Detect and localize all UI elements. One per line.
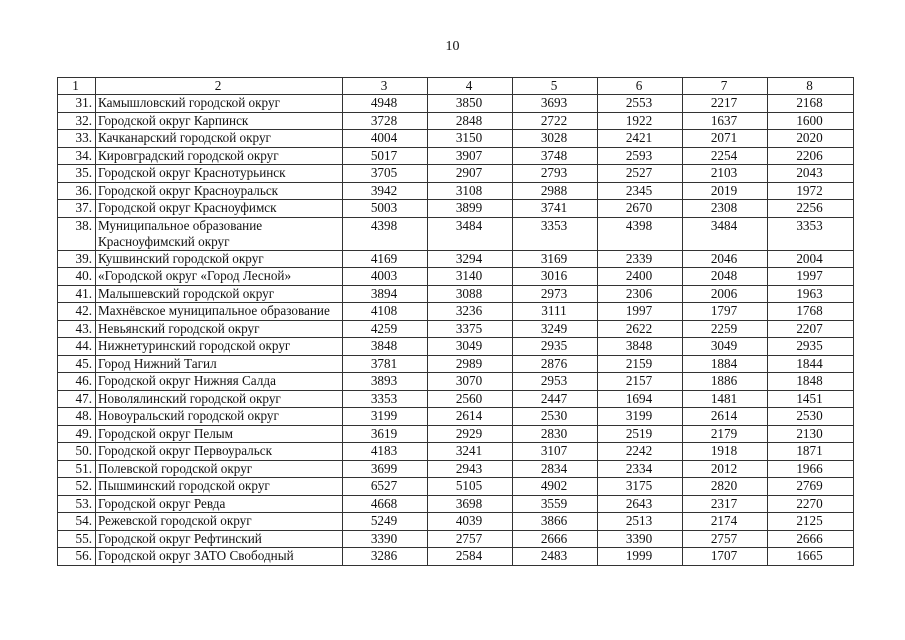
value-cell: 3049 [428,338,513,356]
value-cell: 3894 [343,285,428,303]
municipality-name: Махнёвское муниципальное образование [96,303,343,321]
municipality-name: Режевской городской округ [96,513,343,531]
value-cell: 2447 [513,390,598,408]
value-cell: 2125 [768,513,854,531]
value-cell: 3390 [598,530,683,548]
value-cell: 3693 [513,95,598,113]
table-row [58,200,854,218]
municipality-name: Городской округ Первоуральск [96,443,343,461]
value-cell: 2953 [513,373,598,391]
value-cell: 3741 [513,200,598,218]
value-cell: 2519 [598,425,683,443]
table-row [58,495,854,513]
row-number: 54. [58,513,96,531]
value-cell: 1694 [598,390,683,408]
value-cell: 3893 [343,373,428,391]
municipality-name: Городской округ Нижняя Салда [96,373,343,391]
value-cell: 3390 [343,530,428,548]
value-cell: 2929 [428,425,513,443]
value-cell: 2130 [768,425,854,443]
value-cell: 4004 [343,130,428,148]
column-header: 2 [96,78,343,95]
value-cell: 1768 [768,303,854,321]
value-cell: 2207 [768,320,854,338]
value-cell: 2217 [683,95,768,113]
value-cell: 2020 [768,130,854,148]
value-cell: 1844 [768,355,854,373]
value-cell: 4169 [343,250,428,268]
value-cell: 2593 [598,147,683,165]
value-cell: 2935 [768,338,854,356]
value-cell: 3199 [343,408,428,426]
row-number: 36. [58,182,96,200]
table-row [58,338,854,356]
value-cell: 2989 [428,355,513,373]
value-cell: 2259 [683,320,768,338]
value-cell: 3241 [428,443,513,461]
value-cell: 1797 [683,303,768,321]
row-number: 35. [58,165,96,183]
value-cell: 1665 [768,548,854,566]
column-header: 8 [768,78,854,95]
table-row [58,460,854,478]
value-cell: 2769 [768,478,854,496]
table-row [58,443,854,461]
row-number: 46. [58,373,96,391]
row-number: 37. [58,200,96,218]
value-cell: 3107 [513,443,598,461]
value-cell: 4259 [343,320,428,338]
value-cell: 1848 [768,373,854,391]
row-number: 55. [58,530,96,548]
value-cell: 2527 [598,165,683,183]
value-cell: 2560 [428,390,513,408]
municipality-name: Городской округ Краснотурьинск [96,165,343,183]
municipality-name: Городской округ ЗАТО Свободный [96,548,343,566]
value-cell: 2103 [683,165,768,183]
value-cell: 1963 [768,285,854,303]
municipality-name: Городской округ Красноуфимск [96,200,343,218]
column-header: 6 [598,78,683,95]
value-cell: 2179 [683,425,768,443]
table-row [58,147,854,165]
table-row [58,268,854,286]
municipality-name: Полевской городской округ [96,460,343,478]
value-cell: 2530 [768,408,854,426]
municipality-name: Город Нижний Тагил [96,355,343,373]
column-header: 5 [513,78,598,95]
row-number: 47. [58,390,96,408]
table-row [58,373,854,391]
row-number: 32. [58,112,96,130]
value-cell: 2334 [598,460,683,478]
value-cell: 3375 [428,320,513,338]
value-cell: 2046 [683,250,768,268]
value-cell: 5017 [343,147,428,165]
value-cell: 2256 [768,200,854,218]
municipality-name: Городской округ Ревда [96,495,343,513]
value-cell: 3850 [428,95,513,113]
municipality-name: Городской округ Пелым [96,425,343,443]
value-cell: 2206 [768,147,854,165]
value-cell: 1600 [768,112,854,130]
row-number: 45. [58,355,96,373]
table-body [58,95,854,566]
municipality-name: Пышминский городской округ [96,478,343,496]
value-cell: 4183 [343,443,428,461]
value-cell: 2159 [598,355,683,373]
value-cell: 4398 [343,217,428,250]
value-cell: 2670 [598,200,683,218]
value-cell: 3699 [343,460,428,478]
value-cell: 1922 [598,112,683,130]
table-row [58,285,854,303]
value-cell: 2006 [683,285,768,303]
value-cell: 3175 [598,478,683,496]
row-number: 41. [58,285,96,303]
data-table [57,77,854,566]
municipality-name: Городской округ Красноуральск [96,182,343,200]
table-row [58,95,854,113]
value-cell: 1886 [683,373,768,391]
municipality-name: Новоуральский городской округ [96,408,343,426]
column-header: 3 [343,78,428,95]
value-cell: 3169 [513,250,598,268]
value-cell: 3353 [768,217,854,250]
value-cell: 3140 [428,268,513,286]
value-cell: 3028 [513,130,598,148]
municipality-name: Кушвинский городской округ [96,250,343,268]
value-cell: 2242 [598,443,683,461]
value-cell: 1972 [768,182,854,200]
value-cell: 2907 [428,165,513,183]
column-header: 4 [428,78,513,95]
value-cell: 3286 [343,548,428,566]
value-cell: 3781 [343,355,428,373]
value-cell: 2071 [683,130,768,148]
value-cell: 3049 [683,338,768,356]
value-cell: 1481 [683,390,768,408]
value-cell: 3484 [683,217,768,250]
row-number: 40. [58,268,96,286]
value-cell: 2530 [513,408,598,426]
value-cell: 4108 [343,303,428,321]
row-number: 43. [58,320,96,338]
municipality-name: Городской округ Карпинск [96,112,343,130]
table-row [58,165,854,183]
value-cell: 2043 [768,165,854,183]
municipality-name: Малышевский городской округ [96,285,343,303]
value-cell: 2757 [683,530,768,548]
table-row [58,130,854,148]
value-cell: 2834 [513,460,598,478]
value-cell: 2168 [768,95,854,113]
value-cell: 3249 [513,320,598,338]
value-cell: 3899 [428,200,513,218]
value-cell: 2614 [683,408,768,426]
row-number: 48. [58,408,96,426]
value-cell: 2421 [598,130,683,148]
municipality-name: Нижнетуринский городской округ [96,338,343,356]
value-cell: 2174 [683,513,768,531]
table-row [58,390,854,408]
value-cell: 4398 [598,217,683,250]
value-cell: 3353 [343,390,428,408]
municipality-name: Невьянский городской округ [96,320,343,338]
value-cell: 2553 [598,95,683,113]
table-row [58,513,854,531]
row-number: 56. [58,548,96,566]
value-cell: 5249 [343,513,428,531]
value-cell: 2935 [513,338,598,356]
value-cell: 2820 [683,478,768,496]
value-cell: 1637 [683,112,768,130]
value-cell: 3698 [428,495,513,513]
value-cell: 2643 [598,495,683,513]
value-cell: 3748 [513,147,598,165]
table-row [58,303,854,321]
municipality-name: Качканарский городской округ [96,130,343,148]
municipality-name: Кировградский городской округ [96,147,343,165]
value-cell: 6527 [343,478,428,496]
value-cell: 2793 [513,165,598,183]
value-cell: 3942 [343,182,428,200]
value-cell: 3150 [428,130,513,148]
value-cell: 1871 [768,443,854,461]
value-cell: 2308 [683,200,768,218]
value-cell: 2317 [683,495,768,513]
row-number: 31. [58,95,96,113]
value-cell: 2722 [513,112,598,130]
value-cell: 2254 [683,147,768,165]
value-cell: 4003 [343,268,428,286]
value-cell: 2048 [683,268,768,286]
value-cell: 2270 [768,495,854,513]
value-cell: 4902 [513,478,598,496]
value-cell: 2157 [598,373,683,391]
row-number: 44. [58,338,96,356]
value-cell: 2973 [513,285,598,303]
value-cell: 2614 [428,408,513,426]
value-cell: 2339 [598,250,683,268]
value-cell: 3016 [513,268,598,286]
table-row [58,548,854,566]
table-row [58,217,854,250]
row-number: 53. [58,495,96,513]
value-cell: 2988 [513,182,598,200]
value-cell: 1918 [683,443,768,461]
row-number: 38. [58,217,96,250]
table-row [58,408,854,426]
row-number: 50. [58,443,96,461]
column-header: 1 [58,78,96,95]
value-cell: 2019 [683,182,768,200]
value-cell: 1997 [598,303,683,321]
value-cell: 3848 [343,338,428,356]
value-cell: 1997 [768,268,854,286]
value-cell: 2943 [428,460,513,478]
value-cell: 2513 [598,513,683,531]
municipality-name: Муниципальное образование Красноуфимский округ [96,217,343,250]
value-cell: 3236 [428,303,513,321]
value-cell: 3108 [428,182,513,200]
value-cell: 3705 [343,165,428,183]
value-cell: 3353 [513,217,598,250]
value-cell: 2400 [598,268,683,286]
value-cell: 2666 [513,530,598,548]
municipality-name: «Городской округ «Город Лесной» [96,268,343,286]
table-row [58,250,854,268]
row-number: 39. [58,250,96,268]
table-row [58,320,854,338]
value-cell: 3088 [428,285,513,303]
table-row [58,530,854,548]
value-cell: 2666 [768,530,854,548]
value-cell: 5003 [343,200,428,218]
value-cell: 3111 [513,303,598,321]
column-header: 7 [683,78,768,95]
table-row [58,355,854,373]
value-cell: 3070 [428,373,513,391]
table-row [58,425,854,443]
value-cell: 3907 [428,147,513,165]
value-cell: 1966 [768,460,854,478]
value-cell: 5105 [428,478,513,496]
value-cell: 2757 [428,530,513,548]
value-cell: 2012 [683,460,768,478]
municipality-name: Новолялинский городской округ [96,390,343,408]
row-number: 52. [58,478,96,496]
value-cell: 4668 [343,495,428,513]
value-cell: 1707 [683,548,768,566]
value-cell: 2004 [768,250,854,268]
municipality-name: Городской округ Рефтинский [96,530,343,548]
value-cell: 3294 [428,250,513,268]
row-number: 51. [58,460,96,478]
value-cell: 2876 [513,355,598,373]
row-number: 49. [58,425,96,443]
value-cell: 3728 [343,112,428,130]
table-row [58,112,854,130]
value-cell: 3484 [428,217,513,250]
municipality-name: Камышловский городской округ [96,95,343,113]
table-row [58,478,854,496]
value-cell: 3619 [343,425,428,443]
value-cell: 2345 [598,182,683,200]
value-cell: 3199 [598,408,683,426]
value-cell: 1999 [598,548,683,566]
value-cell: 3559 [513,495,598,513]
header-row [58,78,854,95]
value-cell: 2306 [598,285,683,303]
value-cell: 4948 [343,95,428,113]
value-cell: 2483 [513,548,598,566]
value-cell: 1884 [683,355,768,373]
value-cell: 4039 [428,513,513,531]
value-cell: 3848 [598,338,683,356]
value-cell: 2622 [598,320,683,338]
row-number: 34. [58,147,96,165]
row-number: 33. [58,130,96,148]
value-cell: 2848 [428,112,513,130]
table-row [58,182,854,200]
value-cell: 3866 [513,513,598,531]
value-cell: 2830 [513,425,598,443]
page-number: 10 [445,39,460,54]
value-cell: 2584 [428,548,513,566]
value-cell: 1451 [768,390,854,408]
row-number: 42. [58,303,96,321]
